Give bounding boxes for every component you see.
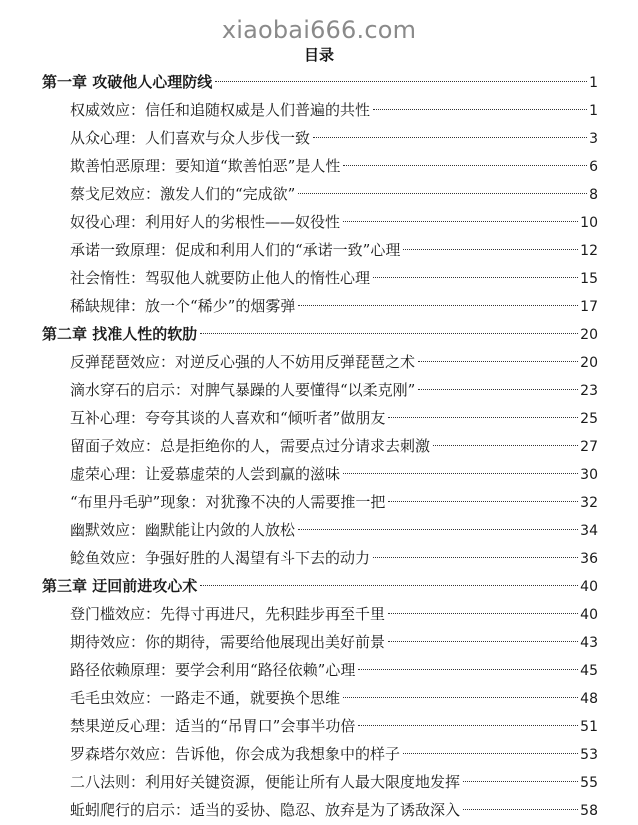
- page-number: 55: [580, 775, 598, 791]
- dot-leader: [313, 137, 587, 138]
- page-number: 25: [580, 411, 598, 427]
- dot-leader: [343, 697, 578, 698]
- toc-entry[interactable]: [70, 630, 598, 654]
- dot-leader: [343, 221, 578, 222]
- entry-title: 蚯蚓爬行的启示：适当的妥协、隐忍、放弃是为了诱敌深入: [70, 801, 461, 819]
- toc-entry[interactable]: [70, 798, 598, 822]
- entry-title: 留面子效应：总是拒绝你的人，需要点过分请求去刺激: [70, 437, 431, 455]
- entry-title: 稀缺规律：放一个“稀少”的烟雾弹: [70, 297, 296, 315]
- entry-title: 罗森塔尔效应：告诉他，你会成为我想象中的样子: [70, 745, 401, 763]
- chapter-title: 第一章 攻破他人心理防线: [42, 73, 213, 91]
- dot-leader: [358, 725, 578, 726]
- dot-leader: [215, 81, 587, 82]
- entry-title: 二八法则：利用好关键资源，便能让所有人最大限度地发挥: [70, 773, 461, 791]
- toc-entry[interactable]: [70, 406, 598, 430]
- toc-entry[interactable]: [70, 294, 598, 318]
- dot-leader: [463, 809, 578, 810]
- entry-title: 从众心理：人们喜欢与众人步伐一致: [70, 129, 311, 147]
- page-number: 45: [580, 663, 598, 679]
- entry-title: 奴役心理：利用好人的劣根性——奴役性: [70, 213, 341, 231]
- dot-leader: [403, 753, 578, 754]
- page-number: 53: [580, 747, 598, 763]
- toc-entry[interactable]: [70, 742, 598, 766]
- entry-title: 社会惰性：驾驭他人就要防止他人的惰性心理: [70, 269, 371, 287]
- entry-title: 毛毛虫效应：一路走不通，就要换个思维: [70, 689, 341, 707]
- page-number: 32: [580, 495, 598, 511]
- page-number: 43: [580, 635, 598, 651]
- toc-entry[interactable]: [70, 238, 598, 262]
- toc-entry[interactable]: [70, 490, 598, 514]
- page-number: 40: [580, 579, 598, 595]
- toc-entry[interactable]: [70, 714, 598, 738]
- dot-leader: [298, 529, 578, 530]
- dot-leader: [388, 501, 578, 502]
- page-number: 40: [580, 607, 598, 623]
- entry-title: 期待效应：你的期待，需要给他展现出美好前景: [70, 633, 386, 651]
- entry-title: 欺善怕恶原理：要知道“欺善怕恶”是人性: [70, 157, 341, 175]
- page-number: 12: [580, 243, 598, 259]
- dot-leader: [298, 305, 578, 306]
- toc-entry[interactable]: [70, 462, 598, 486]
- page-number: 20: [580, 355, 598, 371]
- dot-leader: [200, 333, 578, 334]
- dot-leader: [343, 165, 587, 166]
- entry-title: 鲶鱼效应：争强好胜的人渴望有斗下去的动力: [70, 549, 371, 567]
- toc-entry[interactable]: [70, 266, 598, 290]
- dot-leader: [403, 249, 578, 250]
- entry-title: 反弹琵琶效应：对逆反心强的人不妨用反弹琵琶之术: [70, 353, 416, 371]
- entry-title: “布里丹毛驴”现象：对犹豫不决的人需要推一把: [70, 493, 386, 511]
- toc-entry[interactable]: [70, 518, 598, 542]
- page-number: 27: [580, 439, 598, 455]
- toc-entry[interactable]: [70, 658, 598, 682]
- page-number: 48: [580, 691, 598, 707]
- dot-leader: [373, 109, 587, 110]
- page-number: 58: [580, 803, 598, 819]
- page-number: 1: [589, 103, 598, 119]
- toc-entry[interactable]: [70, 602, 598, 626]
- entry-title: 禁果逆反心理：适当的“吊胃口”会事半功倍: [70, 717, 356, 735]
- entry-title: 蔡戈尼效应：激发人们的“完成欲”: [70, 185, 296, 203]
- page-number: 3: [589, 131, 598, 147]
- toc-entry[interactable]: [70, 434, 598, 458]
- toc-entry[interactable]: [70, 210, 598, 234]
- dot-leader: [358, 669, 578, 670]
- entry-title: 幽默效应：幽默能让内敛的人放松: [70, 521, 296, 539]
- toc-chapter-1[interactable]: [42, 70, 598, 94]
- page-number: 51: [580, 719, 598, 735]
- page-number: 15: [580, 271, 598, 287]
- page-number: 34: [580, 523, 598, 539]
- dot-leader: [418, 389, 578, 390]
- entry-title: 滴水穿石的启示：对脾气暴躁的人要懂得“以柔克刚”: [70, 381, 416, 399]
- dot-leader: [373, 277, 578, 278]
- toc-chapter-3[interactable]: [42, 574, 598, 598]
- dot-leader: [388, 417, 578, 418]
- dot-leader: [463, 781, 578, 782]
- entry-title: 权威效应：信任和追随权威是人们普遍的共性: [70, 101, 371, 119]
- entry-title: 虚荣心理：让爱慕虚荣的人尝到赢的滋味: [70, 465, 341, 483]
- entry-title: 路径依赖原理：要学会利用“路径依赖”心理: [70, 661, 356, 679]
- dot-leader: [373, 557, 578, 558]
- toc-entry[interactable]: [70, 98, 598, 122]
- toc-entry[interactable]: [70, 154, 598, 178]
- toc-entry[interactable]: [70, 770, 598, 794]
- toc-chapter-2[interactable]: [42, 322, 598, 346]
- page-number: 36: [580, 551, 598, 567]
- dot-leader: [200, 585, 578, 586]
- dot-leader: [418, 361, 578, 362]
- toc-entry[interactable]: [70, 686, 598, 710]
- page-number: 10: [580, 215, 598, 231]
- page-number: 23: [580, 383, 598, 399]
- toc-entry[interactable]: [70, 126, 598, 150]
- page-number: 8: [589, 187, 598, 203]
- dot-leader: [433, 445, 578, 446]
- dot-leader: [388, 641, 578, 642]
- page-number: 1: [589, 75, 598, 91]
- dot-leader: [388, 613, 578, 614]
- chapter-title: 第三章 迂回前进攻心术: [42, 577, 198, 595]
- entry-title: 承诺一致原理：促成和利用人们的“承诺一致”心理: [70, 241, 401, 259]
- dot-leader: [343, 473, 578, 474]
- entry-title: 互补心理：夸夸其谈的人喜欢和“倾听者”做朋友: [70, 409, 386, 427]
- toc-entry[interactable]: [70, 350, 598, 374]
- dot-leader: [298, 193, 587, 194]
- toc-entry[interactable]: [70, 182, 598, 206]
- page-number: 20: [580, 327, 598, 343]
- watermark: xiaobai666.com: [221, 16, 417, 44]
- toc-entry[interactable]: [70, 378, 598, 402]
- chapter-title: 第二章 找准人性的软肋: [42, 325, 198, 343]
- toc-entry[interactable]: [70, 546, 598, 570]
- page-number: 17: [580, 299, 598, 315]
- page-number: 6: [589, 159, 598, 175]
- entry-title: 登门槛效应：先得寸再进尺，先积跬步再至千里: [70, 605, 386, 623]
- page-number: 30: [580, 467, 598, 483]
- toc-title: 目录: [303, 46, 334, 64]
